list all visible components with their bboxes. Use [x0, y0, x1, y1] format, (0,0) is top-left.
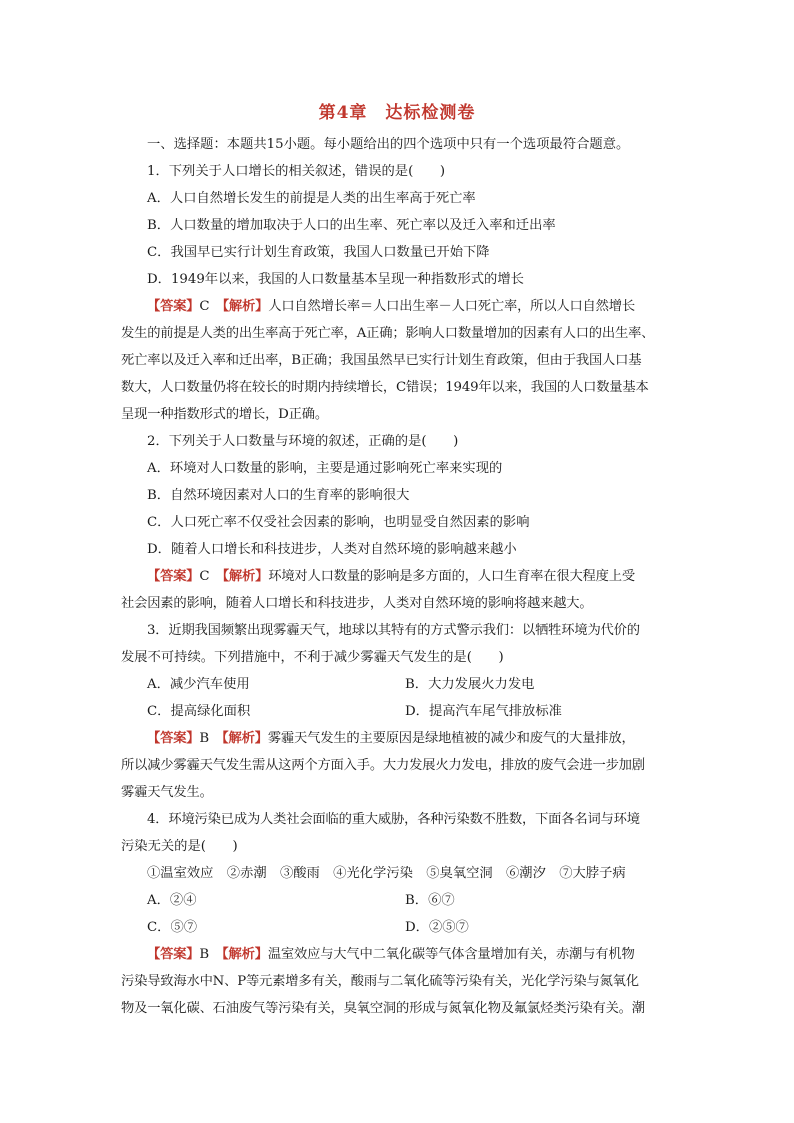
- option-b: B．⑥⑦: [405, 893, 455, 908]
- analysis-text: 环境对人口数量的影响是多方面的，人口生育率在很大程度上受: [268, 569, 635, 584]
- analysis-line: 社会因素的影响，随着人口增长和科技进步，人类对自然环境的影响将越来越大。: [121, 596, 593, 611]
- analysis-text: 雾霾天气发生的主要原因是绿地植被的减少和废气的大量排放，: [267, 731, 635, 746]
- option-c: C．我国早已实行计划生育政策，我国人口数量已开始下降: [147, 245, 490, 260]
- option-c: C．提高绿化面积: [147, 704, 251, 719]
- question-stem: 2．下列关于人口数量与环境的叙述，正确的是( ): [147, 434, 459, 449]
- document-body: [121, 131, 677, 1022]
- analysis-line: 污染导致海水中N、P等元素增多有关，酸雨与二氧化硫等污染有关，光化学污染与氮氧化: [121, 974, 639, 989]
- option-a: A．环境对人口数量的影响，主要是通过影响死亡率来实现的: [147, 461, 503, 476]
- answer-line: [121, 563, 677, 590]
- option-d: D．随着人口增长和科技进步，人类对自然环境的影响越来越小: [147, 542, 517, 557]
- answer-tag: 【答案】: [147, 569, 200, 584]
- question-stem-cont: 污染无关的是( ): [121, 839, 238, 854]
- option-d: D．提高汽车尾气排放标准: [405, 704, 562, 719]
- question-2: [121, 428, 677, 617]
- answer-tag: 【答案】: [147, 299, 200, 314]
- analysis-line: 发生的前提是人类的出生率高于死亡率，A正确；影响人口数量增加的因素有人口的出生率、: [121, 326, 655, 341]
- analysis-line: 数大，人口数量仍将在较长的时期内持续增长，C错误；1949年以来，我国的人口数量基本: [121, 380, 649, 395]
- option-a: A．②④: [147, 893, 197, 908]
- analysis-line: 物及一氧化碳、石油废气等污染有关，臭氧空洞的形成与氮氧化物及氟氯烃类污染有关。潮: [121, 1001, 645, 1016]
- option-row: [121, 698, 677, 725]
- answer-tag: 【答案】: [147, 731, 200, 746]
- question-stem: 4．环境污染已成为人类社会面临的重大威胁，各种污染数不胜数，下面各名词与环境: [147, 812, 640, 827]
- answer-value: C: [199, 569, 210, 584]
- analysis-text: 温室效应与大气中二氧化碳等气体含量增加有关，赤潮与有机物: [267, 947, 635, 962]
- option-a: A．人口自然增长发生的前提是人类的出生率高于死亡率: [147, 191, 476, 206]
- term-list: ①温室效应 ②赤潮 ③酸雨 ④光化学污染 ⑤臭氧空洞 ⑥潮汐 ⑦大脖子病: [147, 866, 626, 881]
- option-c: C．⑤⑦: [147, 920, 198, 935]
- page-title: 第4章 达标检测卷: [318, 103, 476, 123]
- question-stem-cont: 发展不可持续。下列措施中，不利于减少雾霾天气发生的是( ): [121, 650, 504, 665]
- analysis-line: 所以减少雾霾天气发生需从这两个方面入手。大力发展火力发电，排放的废气会进一步加剧: [121, 758, 645, 773]
- question-stem: 3．近期我国频繁出现雾霾天气，地球以其特有的方式警示我们：以牺牲环境为代价的: [147, 623, 640, 638]
- section-heading: 一、选择题：本题共15小题。每小题给出的四个选项中只有一个选项最符合题意。: [147, 137, 630, 152]
- answer-value: C: [199, 299, 210, 314]
- analysis-text: 人口自然增长率＝人口出生率－人口死亡率，所以人口自然增长: [268, 299, 635, 314]
- option-row: [121, 914, 677, 941]
- analysis-tag: 【解析】: [222, 731, 268, 746]
- analysis-line: 死亡率以及迁入率和迁出率，B正确；我国虽然早已实行计划生育政策，但由于我国人口基: [121, 353, 642, 368]
- analysis-tag: 【解析】: [222, 569, 269, 584]
- question-1: [121, 158, 677, 428]
- answer-tag: 【答案】: [147, 947, 200, 962]
- question-4: [121, 806, 677, 1022]
- question-stem: 1．下列关于人口增长的相关叙述，错误的是( ): [147, 164, 446, 179]
- answer-line: [121, 293, 677, 320]
- analysis-tag: 【解析】: [222, 299, 269, 314]
- analysis-line: 雾霾天气发生。: [121, 785, 213, 800]
- analysis-line: 呈现一种指数形式的增长，D正确。: [121, 407, 328, 422]
- option-d: D．1949年以来，我国的人口数量基本呈现一种指数形式的增长: [147, 272, 524, 287]
- option-b: B．大力发展火力发电: [405, 677, 535, 692]
- option-row: [121, 671, 677, 698]
- option-c: C．人口死亡率不仅受社会因素的影响，也明显受自然因素的影响: [147, 515, 530, 530]
- analysis-tag: 【解析】: [222, 947, 268, 962]
- answer-line: [121, 725, 677, 752]
- answer-value: B: [199, 731, 209, 746]
- answer-line: [121, 941, 677, 968]
- option-row: [121, 887, 677, 914]
- option-b: B．人口数量的增加取决于人口的出生率、死亡率以及迁入率和迁出率: [147, 218, 556, 233]
- question-3: [121, 617, 677, 806]
- option-b: B．自然环境因素对人口的生育率的影响很大: [147, 488, 410, 503]
- answer-value: B: [199, 947, 209, 962]
- option-a: A．减少汽车使用: [147, 677, 250, 692]
- option-d: D．②⑤⑦: [405, 920, 469, 935]
